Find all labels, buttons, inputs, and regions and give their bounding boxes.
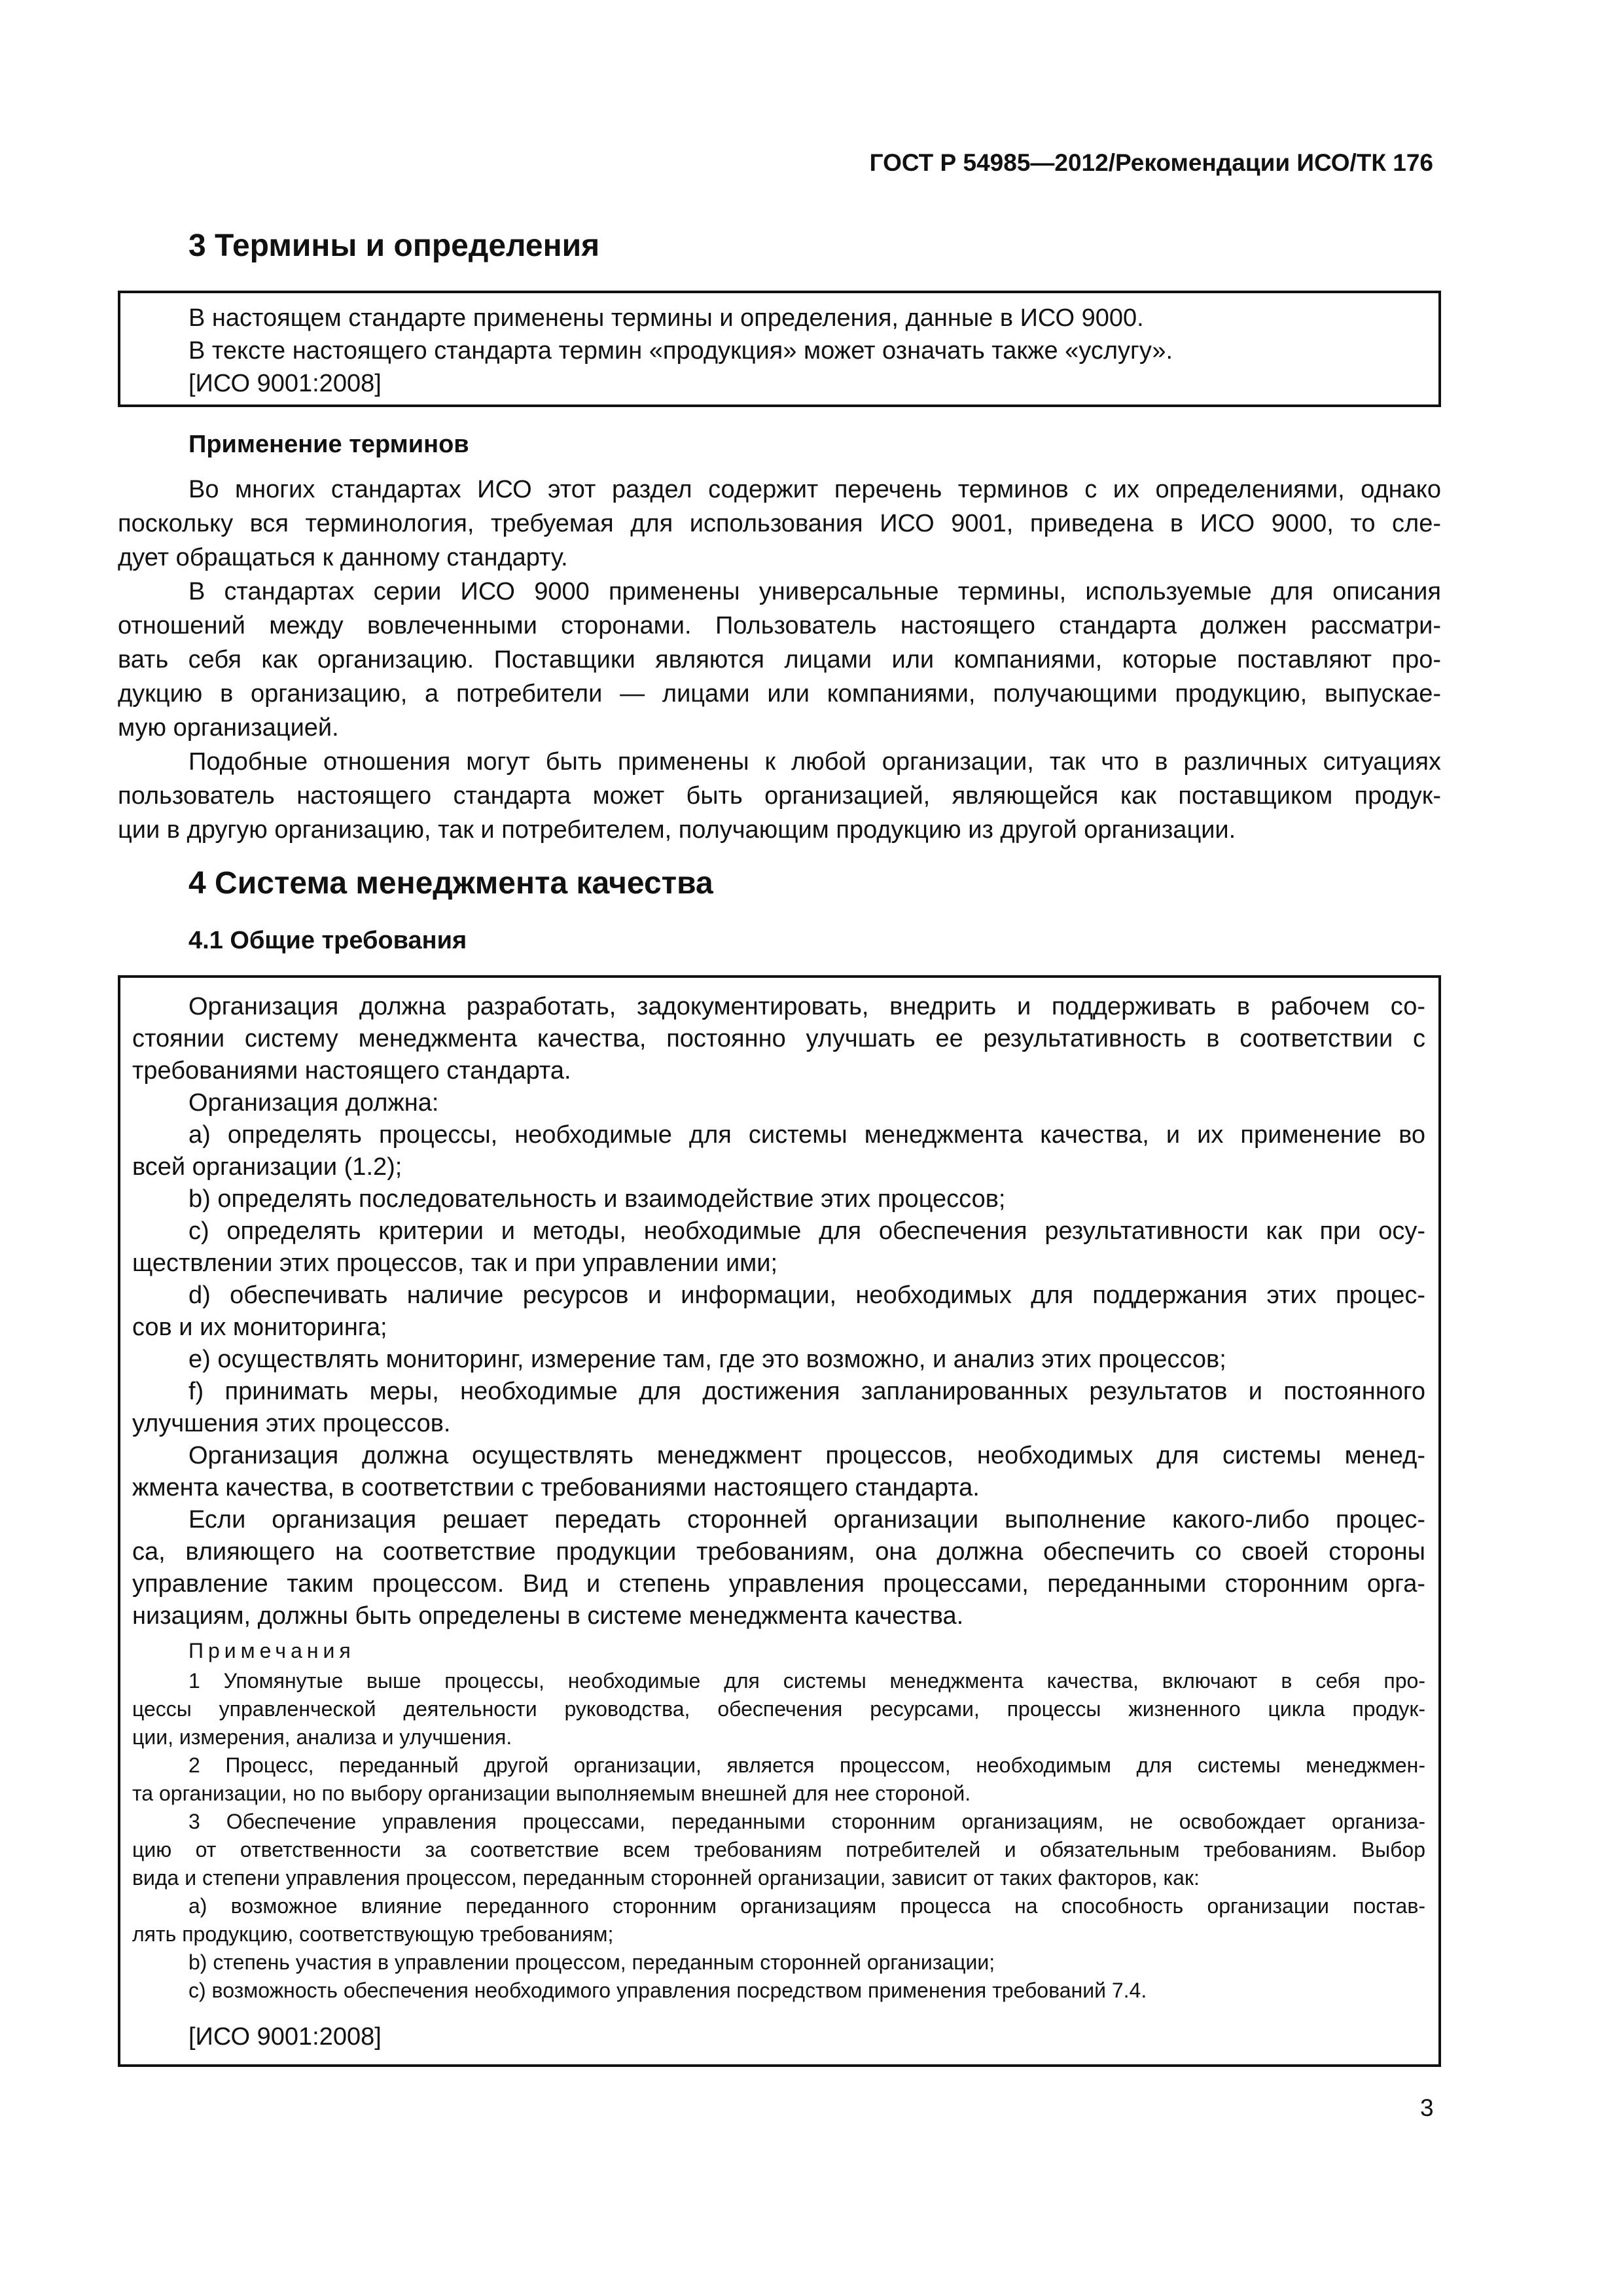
section-3-title: 3 Термины и определения: [188, 228, 600, 263]
paragraph-line: Во многих стандартах ИСО этот раздел содержит перечень терминов с их определениями, однако: [188, 476, 1441, 503]
notes-title: Примечания: [188, 1639, 355, 1662]
section-4-1-subtitle: 4.1 Общие требования: [188, 927, 467, 954]
box-line: Организация должна осуществлять менеджмент процессов, необходимых для системы менед-: [188, 1442, 1425, 1469]
note-line: ции, измерения, анализа и улучшения.: [132, 1725, 512, 1749]
paragraph-line: вать себя как организацию. Поставщики являются лицами или компаниями, которые поставляют про-: [118, 646, 1441, 673]
box-line: Организация должна:: [188, 1089, 439, 1117]
paragraph-line: В стандартах серии ИСО 9000 применены универсальные термины, используемые для описания: [188, 578, 1441, 605]
box-line: c) определять критерии и методы, необходимые для обеспечения результативности как при осу-: [188, 1217, 1425, 1245]
note-line: вида и степени управления процессом, переданным сторонней организации, зависит от таких факторов, как:: [132, 1866, 1200, 1890]
note-line: лять продукцию, соответствующую требованиям;: [132, 1922, 614, 1946]
box-line: a) определять процессы, необходимые для системы менеджмента качества, и их применение во: [188, 1121, 1425, 1149]
note-line: та организации, но по выбору организации выполняемым внешней для нее стороной.: [132, 1782, 971, 1805]
box-line: b) определять последовательность и взаимодействие этих процессов;: [188, 1185, 1006, 1213]
box-line: Если организация решает передать сторонней организации выполнение какого-либо процес-: [188, 1506, 1425, 1534]
box-line: Организация должна разработать, задокументировать, внедрить и поддерживать в рабочем со-: [188, 993, 1425, 1020]
box-line: жмента качества, в соответствии с требованиями настоящего стандарта.: [132, 1474, 980, 1501]
document-header: ГОСТ Р 54985—2012/Рекомендации ИСО/ТК 176: [869, 149, 1433, 176]
box-line: управление таким процессом. Вид и степень управления процессами, переданными сторонним орга-: [132, 1570, 1425, 1598]
note-line: a) возможное влияние переданного сторонним организациям процесса на способность организации постав-: [188, 1894, 1425, 1918]
paragraph-line: пользователь настоящего стандарта может быть организацией, являющейся как поставщиком продук-: [118, 782, 1441, 810]
note-line: цессы управленческой деятельности руководства, обеспечения ресурсами, процессы жизненного цикла продук-: [132, 1697, 1425, 1721]
box-line: низациям, должны быть определены в системе менеджмента качества.: [132, 1602, 964, 1630]
section-4-title: 4 Система менеджмента качества: [188, 866, 713, 901]
note-line: 3 Обеспечение управления процессами, переданными сторонним организациям, не освобождает организа-: [188, 1810, 1425, 1833]
paragraph-line: поскольку вся терминология, требуемая для использования ИСО 9001, приведена в ИСО 9000, то сле-: [118, 510, 1441, 537]
note-line: 2 Процесс, переданный другой организации, является процессом, необходимым для системы менеджмен-: [188, 1753, 1425, 1777]
box-line: В настоящем стандарте применены термины и определения, данные в ИСО 9000.: [188, 304, 1144, 332]
box-line: сов и их мониторинга;: [132, 1314, 387, 1341]
box-line: f) принимать меры, необходимые для достижения запланированных результатов и постоянного: [188, 1378, 1425, 1405]
box-line: d) обеспечивать наличие ресурсов и информации, необходимых для поддержания этих процес-: [188, 1282, 1425, 1309]
note-line: цию от ответственности за соответствие всем требованиям потребителей и обязательным требованиям. Выбор: [132, 1838, 1425, 1861]
reference-label: [ИСО 9001:2008]: [188, 2023, 382, 2051]
paragraph-line: отношений между вовлеченными сторонами. Пользователь настоящего стандарта должен рассматри-: [118, 612, 1441, 639]
terms-application-subtitle: Применение терминов: [188, 431, 469, 458]
paragraph-line: дует обращаться к данному стандарту.: [118, 544, 568, 571]
box-line: [ИСО 9001:2008]: [188, 370, 382, 397]
box-line: стоянии систему менеджмента качества, постоянно улучшать ее результативность в соответствии с: [132, 1025, 1425, 1052]
paragraph-line: мую организацией.: [118, 714, 339, 742]
box-line: всей организации (1.2);: [132, 1153, 402, 1181]
box-line: e) осуществлять мониторинг, измерение там, где это возможно, и анализ этих процессов;: [188, 1346, 1226, 1373]
note-line: c) возможность обеспечения необходимого управления посредством применения требований 7.4.: [188, 1979, 1147, 2002]
paragraph-line: ции в другую организацию, так и потребителем, получающим продукцию из другой организации.: [118, 816, 1236, 844]
box-line: ществлении этих процессов, так и при управлении ими;: [132, 1249, 778, 1277]
box-line: В тексте настоящего стандарта термин «продукция» может означать также «услугу».: [188, 337, 1173, 365]
paragraph-line: Подобные отношения могут быть применены к любой организации, так что в различных ситуациях: [188, 748, 1441, 776]
note-line: 1 Упомянутые выше процессы, необходимые для системы менеджмента качества, включают в себя про-: [188, 1669, 1425, 1693]
paragraph-line: дукцию в организацию, а потребители — лицами или компаниями, получающими продукцию, выпускае-: [118, 680, 1441, 708]
box-line: улучшения этих процессов.: [132, 1410, 451, 1437]
note-line: b) степень участия в управлении процессом, переданным сторонней организации;: [188, 1950, 995, 1974]
box-line: са, влияющего на соответствие продукции требованиям, она должна обеспечить со своей стороны: [132, 1538, 1425, 1566]
page-number: 3: [1420, 2094, 1434, 2121]
box-line: требованиями настоящего стандарта.: [132, 1057, 571, 1085]
